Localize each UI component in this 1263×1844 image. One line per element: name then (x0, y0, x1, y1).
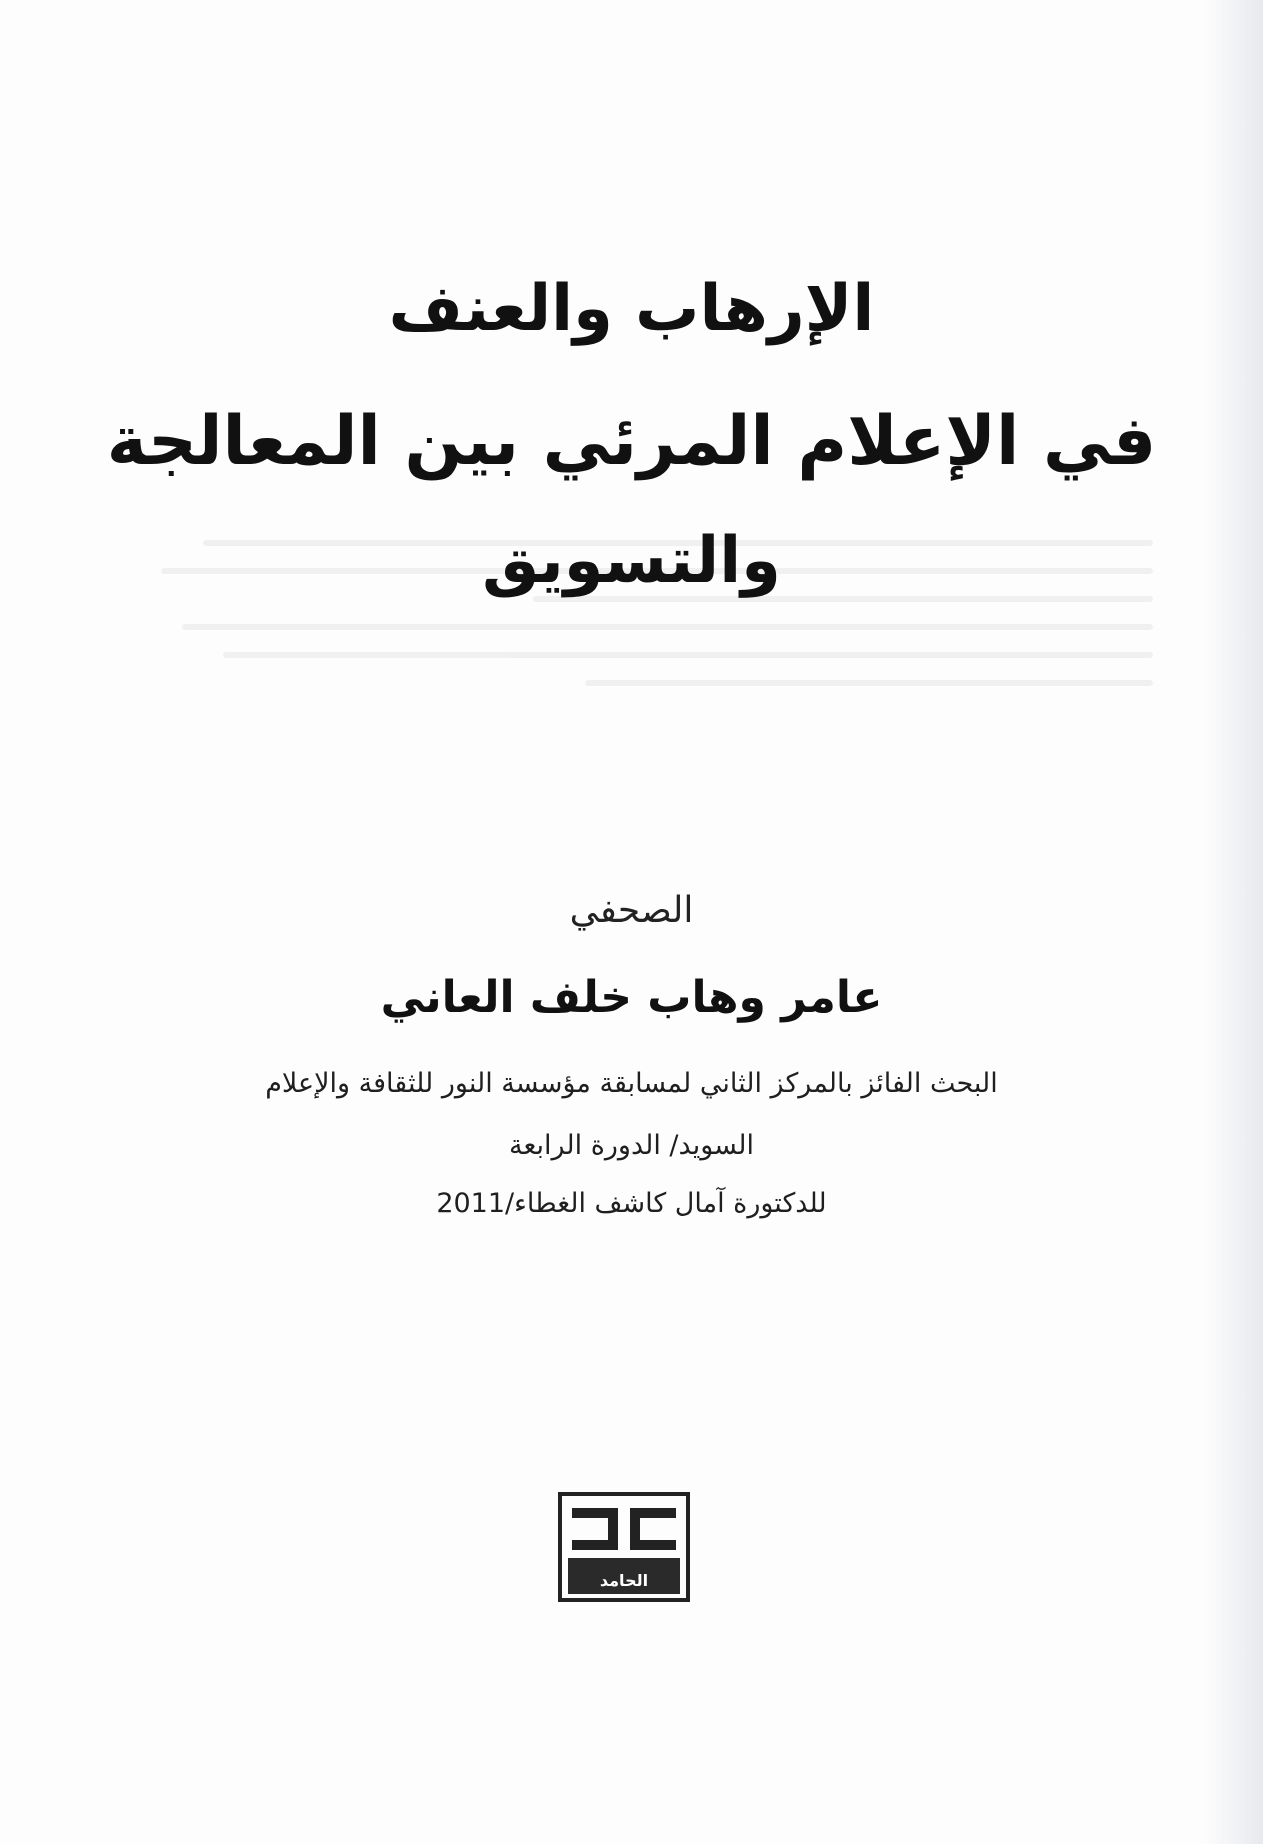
award-description: البحث الفائز بالمركز الثاني لمسابقة مؤسسة النور للثقافة والإعلام (265, 1068, 998, 1099)
author-name: عامر وهاب خلف العاني (380, 972, 883, 1023)
author-role: الصحفي (569, 890, 694, 931)
book-title-line-1: الإرهاب والعنف (388, 272, 875, 346)
book-title-line-2: في الإعلام المرئي بين المعالجة (106, 402, 1157, 481)
book-title-line-3: والتسويق (482, 524, 781, 598)
award-sponsor-year: للدكتورة آمال كاشف الغطاء/2011 (436, 1188, 827, 1219)
award-edition: السويد/ الدورة الرابعة (509, 1130, 754, 1161)
publisher-logo-text: الحامد (599, 1571, 649, 1590)
publisher-logo-icon (558, 1492, 690, 1602)
